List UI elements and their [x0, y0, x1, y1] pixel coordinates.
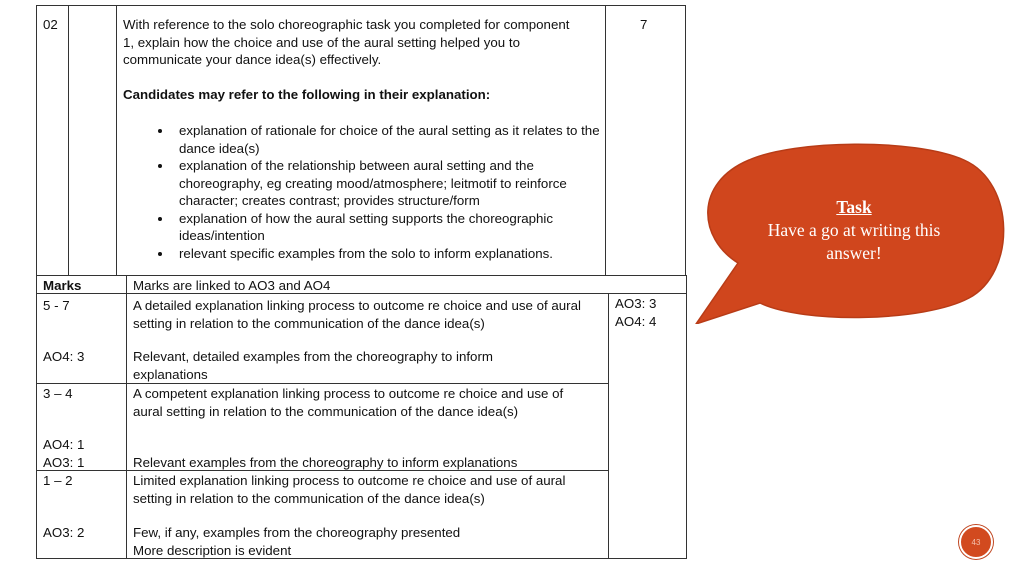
band-examples-line: More description is evident: [133, 542, 292, 558]
guidance-heading: Candidates may refer to the following in their explanation:: [123, 87, 491, 102]
guidance-bullets: [123, 122, 603, 262]
band-examples: Relevant examples from the choreography to inform explanations: [133, 455, 518, 470]
ao-summary-line: AO4: 4: [615, 313, 657, 329]
divider: [68, 5, 69, 276]
question-marks: 7: [640, 17, 648, 32]
band-descriptor: Limited explanation linking process to outcome re choice and use of aural setting in relation to the communication of the dance idea(s): [133, 473, 566, 506]
ao-summary: [615, 295, 656, 330]
question-number: 02: [43, 17, 58, 32]
band-descriptor: A detailed explanation linking process to outcome re choice and use of aural setting in relation to the communication of the dance idea(s): [133, 298, 581, 331]
guidance-bullet: • explanation of rationale for choice of the aural setting as it relates to the dance idea(s): [173, 122, 603, 157]
slide-number-badge: [959, 525, 993, 559]
divider: [608, 293, 609, 559]
guidance-bullet: • explanation of the relationship between aural setting and the choreography, eg creating mood/atmosphere; leitmotif to reinforce character; creates contrast; provides structure/form: [173, 157, 603, 210]
divider: [605, 5, 606, 276]
band-descriptor: A competent explanation linking process to outcome re choice and use of aural setting in relation to the communication of the dance idea(s): [133, 386, 564, 419]
marks-header-label: Marks: [43, 278, 82, 293]
band-examples: [133, 524, 603, 559]
band-range: 5 - 7: [43, 298, 70, 313]
task-heading: Task: [836, 197, 872, 217]
slide-number: 43: [971, 537, 981, 547]
divider: [36, 383, 608, 384]
band-ao: AO3: 2: [43, 525, 85, 540]
task-instruction: Have a go at writing this answer!: [767, 220, 941, 263]
band-range: 1 – 2: [43, 473, 73, 488]
band-ao-line: AO4: 1: [43, 437, 85, 452]
question-prompt: With reference to the solo choreographic task you completed for component 1, explain how the choice and use of the aural setting helped you to communicate your dance idea(s) effectively.: [123, 17, 570, 67]
band-examples-line: Few, if any, examples from the choreography presented: [133, 525, 461, 540]
guidance-bullet: • explanation of how the aural setting supports the choreographic ideas/intention: [173, 210, 603, 245]
band-ao: AO4: 3: [43, 349, 85, 364]
guidance-bullet: • relevant specific examples from the solo to inform explanations.: [173, 245, 603, 263]
band-ao: [43, 436, 84, 471]
ao-summary-line: AO3: 3: [615, 296, 657, 311]
band-ao-line: AO3: 1: [43, 454, 85, 470]
marks-header-text: Marks are linked to AO3 and AO4: [133, 278, 331, 293]
divider: [126, 275, 127, 559]
band-range: 3 – 4: [43, 386, 73, 401]
band-examples: Relevant, detailed examples from the choreography to inform explanations: [133, 349, 493, 382]
task-bubble-text: [752, 196, 956, 265]
divider: [116, 5, 117, 276]
